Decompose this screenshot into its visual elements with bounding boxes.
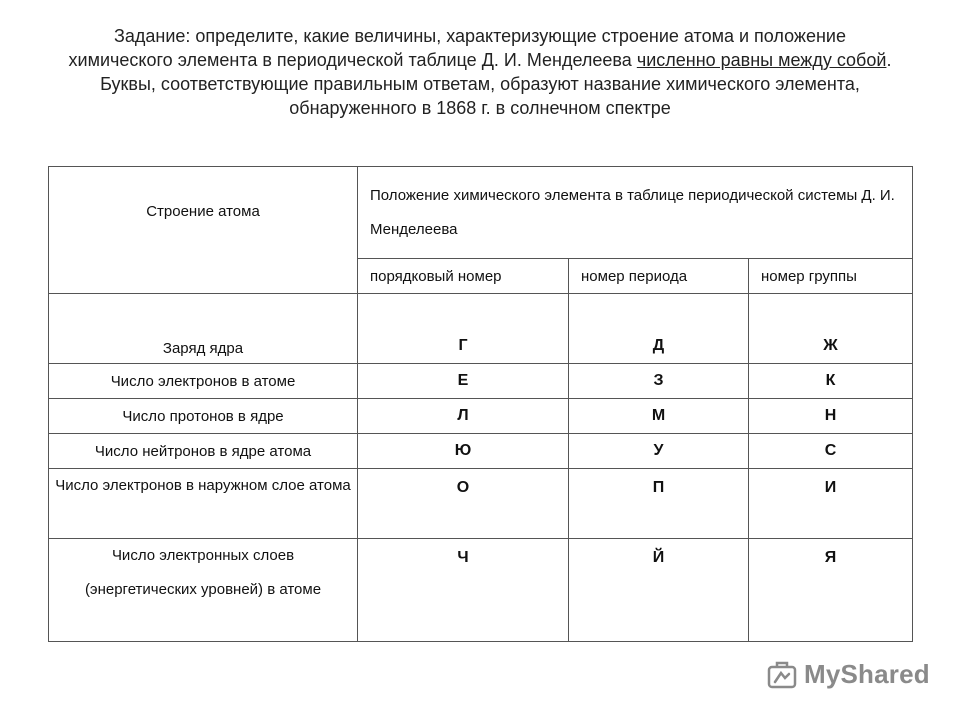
row-label: Число электронов в атоме	[49, 364, 358, 399]
task-prefix: Задание: определите, какие величины, характеризующие строение атома и положение химического элемента в периодической таблице Д. И. Менделеева	[68, 26, 846, 70]
row-label: Число электронных слоев (энергетических уровней) в атоме	[49, 539, 358, 642]
letter-cell: М	[569, 399, 749, 434]
table-row	[49, 399, 913, 434]
header-atom-structure: Строение атома	[49, 167, 358, 294]
letter-cell: Л	[358, 399, 569, 434]
letter-cell: С	[749, 434, 913, 469]
letter-cell: Н	[749, 399, 913, 434]
subheader-ordinal-number: порядковый номер	[358, 259, 569, 294]
table-row	[49, 469, 913, 539]
letter-cell: Ж	[749, 294, 913, 364]
answer-table	[48, 166, 913, 642]
task-underlined: численно равны между собой	[636, 50, 887, 70]
row-label: Число электронов в наружном слое атома	[49, 469, 358, 539]
subheader-group-number: номер группы	[749, 259, 913, 294]
letter-cell: И	[749, 469, 913, 539]
table-header-row	[49, 167, 913, 259]
myshared-watermark	[766, 656, 930, 692]
letter-cell: Д	[569, 294, 749, 364]
task-suffix: . Буквы, соответствующие правильным ответам, образуют название химического элемента, обнаруженного в 1868 г. в солнечном спектре	[100, 50, 892, 118]
row-label: Число протонов в ядре	[49, 399, 358, 434]
row-label: Число нейтронов в ядре атома	[49, 434, 358, 469]
table-row	[49, 539, 913, 642]
letter-cell: Й	[569, 539, 749, 642]
row-label: Заряд ядра	[49, 294, 358, 364]
letter-cell: Г	[358, 294, 569, 364]
watermark-text: MyShared	[804, 658, 930, 689]
header-periodic-position: Положение химического элемента в таблице периодической системы Д. И. Менделеева	[358, 167, 913, 259]
letter-cell: Я	[749, 539, 913, 642]
letter-cell: О	[358, 469, 569, 539]
table-row	[49, 294, 913, 364]
letter-cell: З	[569, 364, 749, 399]
letter-cell: У	[569, 434, 749, 469]
letter-cell: Ч	[358, 539, 569, 642]
letter-cell: П	[569, 469, 749, 539]
subheader-period-number: номер периода	[569, 259, 749, 294]
table-row	[49, 434, 913, 469]
task-text	[60, 24, 900, 120]
myshared-logo-icon	[766, 658, 798, 690]
table-row	[49, 364, 913, 399]
letter-cell: Ю	[358, 434, 569, 469]
letter-cell: Е	[358, 364, 569, 399]
letter-cell: К	[749, 364, 913, 399]
